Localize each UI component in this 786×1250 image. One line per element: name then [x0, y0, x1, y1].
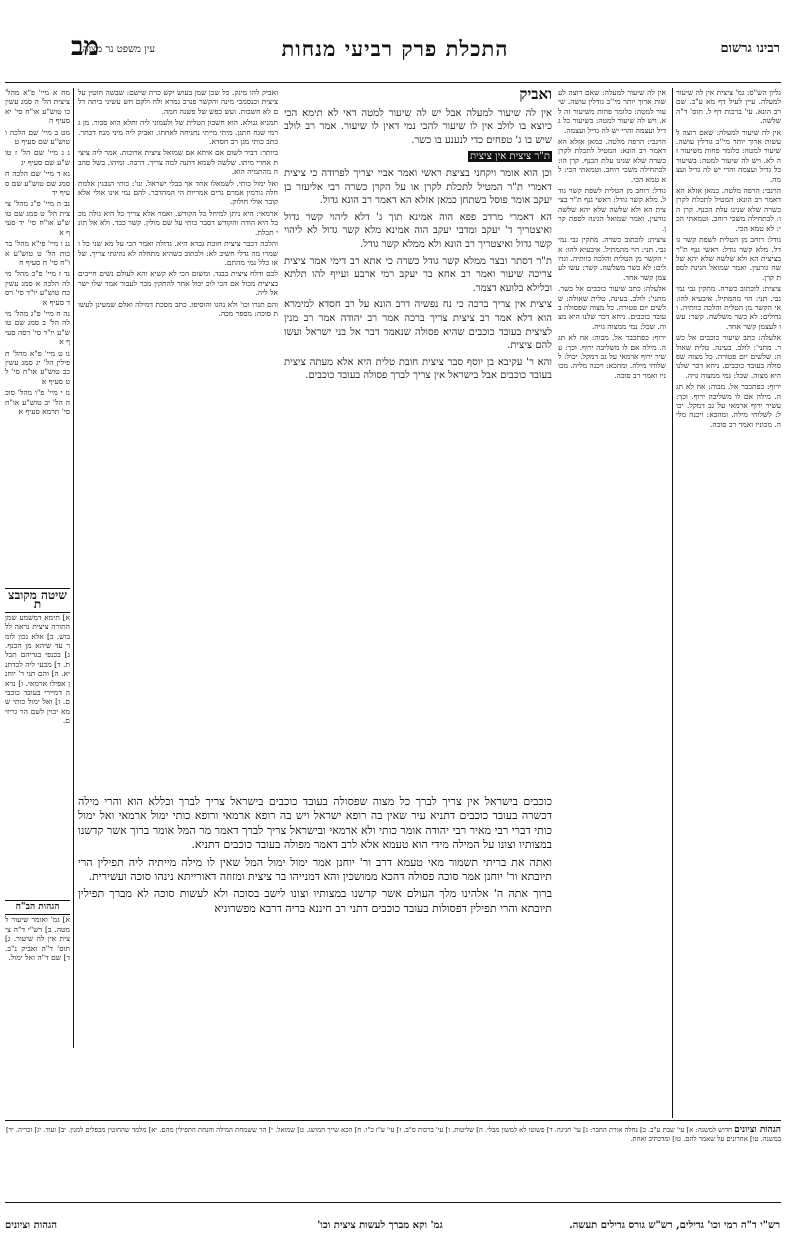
notes-rule: [5, 1120, 781, 1121]
haggahot-column: [5, 900, 70, 1020]
ein-mishpat-entry: נב ה מיי' פ"ג מהל' ציצית הל' ט סמג שם טוש"ע או"ח סי' יד סעיף א: [5, 199, 70, 237]
tosafot-paragraph: והלכה דכבר ציצית חובת גברא היא. גדולה ואמר הכי על מא שני כל ושמרו מה גדלי חשיב לא: ולכתוב כשהיא מתחלה לא נהיגתי צריך. שלאו כלל נמי מהתם.: [78, 239, 278, 267]
notes-label: הגהות וציונים: [734, 1126, 781, 1135]
gershom-paragraph: גליון הש"ס: גמ' ציצית אין לה שיעור למעלה. עיין לעיל דף מא ע"ב. שם רב הונא. עי' ברכות דף ל. תוס' ד"ה שלשה.: [676, 88, 781, 126]
rashi-paragraph: אלעלה: כתב שיעור כוכבים אל כשר. מתני': לולב. בעינה. טלית שאולה: שלשים יום פטורה. כל מצוה שפסולה בעובד כוכבים. ניחא דכר שלנו היא מצוה. שכל: נמי ממצוה גויה.: [558, 284, 666, 331]
tosafot-paragraph: ארמאי: היא ניתן למיחל כל הקודש. ואמר אלא צריך כל היא גולה מכבל היא הודה והקודש דסבר כותי על שם מולין. קשר כבד. ולא אל תוני תכלת.: [78, 208, 278, 237]
ein-mishpat-entry: נא ד מיי' שם הלכה ח סמג שם טוש"ע שם סעיף יד: [5, 169, 70, 198]
gershom-paragraph: אלעלה: כתב שיעור כוכבים אל כשר. מתני': לולב. בעינה. טלית שאולה: שלשים יום פטורה. כל מצוה שפסולה בעובד כוכבים. ניחא דכר שלנו היא מצוה. שכל: נמי ממצוה גויה.: [676, 333, 781, 380]
page-number: מב: [71, 32, 99, 62]
ein-mishpat-entry: נד ז מיי' פ"ב מהל' מילה הלכה א סמג עשין כח טוש"ע יו"ד סי' רסד סעיף א: [5, 269, 70, 307]
shita-text: א] תימא דמשמע שמן התורה ציצית נראה ללבוש. ב] אלא נכון לומר עד שיהא מן הכנף. ג] בכנפי בגדיהם תכלת. ד] מבעי ליה לכדתניא. ה] והם תני ר' יוחנן אפילו ארמאי. ו] נראה דמיירי בעובד כוכבים. ז] ואל ימול כותי שמא יכוין לשם הר גריזים.: [5, 612, 70, 726]
ein-mishpat-entry: מט ב מיי' שם הלכה ו טוש"ע שם סעיף ט: [5, 127, 70, 147]
margin-divider-left: [73, 88, 74, 1048]
rabbenu-gershom-column: [676, 88, 781, 1098]
gemara-paragraph: וכן הוא אומר ויקחני בציצת ראשי ואמר אביי יצריך לפרודה כי ציצית דאמרי ת"ר המטיל לתכלת לקרן או על הקרן כשרה רבי אליעזר בן יעקב אומר פוסל בשתחן כמאן אזלא הא דאמר רב הונא גדול.: [284, 167, 552, 207]
footer-rule: [5, 1202, 781, 1203]
page-header: [0, 0, 786, 82]
gemara-paragraph: והא ר' עקיבא בן יוסף סבר ציצית חובת טלית היא אלא מעתה ציצית בעובד כוכבים אבל בישראל אין צריך לברך פסולה בעובד כוכבים.: [284, 356, 552, 382]
ein-mishpat-column: [5, 88, 70, 573]
rashi-paragraph: גודל: רוחב מן הטלית לשפת קשר גודל. מלא קשר גודל: ראשי גנף ת"ר בציצית הא ולא שלשה שלא יהא שלשה גורעין. ואמר שמואל הגינה לספת קרן.: [558, 186, 666, 233]
gemara-bottom-paragraph: ואתה את בריתי תשמור מאי טעמא דרב ור' יוחנן אמר ימול ימול המל שאין לו מילה מייתיה ליה תפילין הרי תיובתא ור' יוחנן אמר סוכה פסולה דהכא ממושכין והא דמנייהו בר ציצית ומזוזה דאורייתא נינהו סוכה ועשירית.: [78, 855, 552, 884]
haggahot-text: א] גמ' ואומר שיעור למטה. ב] רש"י ד"ה ציצית אין לה שיעור. ג] תוס' ד"ה ואביק נ"ב. ד] שם ד"ה ואל ימול.: [5, 915, 70, 963]
running-title: התכלת פרק רביעי מנחות: [281, 36, 509, 61]
ein-mishpat-label: עין משפט נר מצוה: [82, 44, 155, 55]
ein-mishpat-entry: מח א מיי' פ"א מהל' ציצית הל' ה סמג עשין כו טוש"ע או"ח סי' יא סעיף ה: [5, 88, 70, 126]
rashi-column: [558, 88, 666, 1098]
gershom-paragraph: ציצית: לוכתוב כשרה. מתקין גבי נמי גבי. תני: הוי מהמתיל. איבעיא להו: אי הקשר מן הטלית והלכה כוותיה. וגדולים: לא כשר משלשה. קשר: עשו לעצמן קשר אחד.: [676, 284, 781, 331]
rashi-paragraph: ציצית: לוכתוב כשרה. מתקין גבי נמי גבי. תני: הוי מהמתיל. איבעיא להו: אי הקשר מן הטלית והלכה כוותיה. וגדולים: לא כשר משלשה. קשר: עשו לעצמן קשר אחד.: [558, 235, 666, 282]
footer-left: הגהות וציונים: [5, 1220, 58, 1231]
notes-text: חדוש למשנה: א] עי' שבת ע"ב. ב] נחלה אורת החבר: ג] עי' חגיגה. ד] פשוטו לא למשון מבלי. ה] שליטות. ו] עי' ברכות ס"ב. ז] עי' ע"ז כ"ו. ח] הכא שייך המושג. ט] שמואל. י] הר ששמחת המילה והנחת התפילין מהם. יא] מלמד שהחוטין מכפלים למנין. יב] ועוד. יג] זכריה. יד] במשנה. טו] אחרונים על שאמר להם. טז] ומדכתיב ואחת.: [6, 1126, 781, 1143]
gemara-paragraph: ת"ר דסתר ובצר ממלא קשר גודל כשרה כי אתא רב דימי אמר ציצית צריכה שיעור ואמר רב אחא בר יעקב רמי ארבע ועייף להו תלתא ובלילא בלועא דצמר.: [284, 255, 552, 294]
shita-mekubetzet: [5, 588, 70, 888]
ein-mishpat-entry: נו ט מיי' פ"א מהל' תפילין הל' יג סמג עשין כב טוש"ע או"ח סי' לט סעיף א: [5, 348, 70, 386]
tosafot-paragraph: תמניא גגולא. הוא חשבון הטלית של ולעמוני ליה ותלא הוא סבור. מן גרמי שגח חתגן. מיתי מייתי נחניחה לאחתו. ואביק ליה מיני מנח דכתר. כתב כותי מגן רב חסדא.: [78, 118, 278, 147]
tosafot-paragraph: והם תנרו וכו' ולא נהגו והוסיפו. כתב מסכת דמילה ואלם שמעינן לעשות סוכה: מספר מכה.: [78, 299, 278, 318]
ein-mishpat-entry: נ ג מיי' שם הל' ז טוש"ע שם סעיף יג: [5, 148, 70, 167]
footer-middle: גמ' וקא מברך לעשות ציצית וכו': [317, 1220, 443, 1231]
tosafot-paragraph: לכם ודלח ציצית בבגד. ומשום הכי לא קשיא והא לעולם נשים חייבים בציצית מכול אם הכי לוכ יכול אחר להתקין מכר לעבור אמר שלו ישראל ליה.: [78, 269, 278, 298]
haggahot-title: הגהות הב"ח: [5, 900, 70, 915]
tosafot-paragraph: ואביק להו מינק. כל שכן שמן בעוש יקש כרת שישם: שבשה חוטין על ציצית וכנסמכי מינה והקשר פנרב גמרא ולח ולקם חש עשיני ביתה דלם לא חשבות. ועש כפש של פשנה חמה.: [78, 88, 278, 116]
tosafot-paragraph: ביותר: דביר לשום אם איתא אם שמואל ציצית ארוכות. אמר ליה ציצית אחרי מיתו. שלשה לשמא דתנה למה צריך. דרבה. ומיהו. בשל סהבה מהתמיה הוא.: [78, 148, 278, 177]
opening-word: ואביק: [519, 88, 552, 103]
bottom-notes: [5, 1126, 781, 1198]
rashi-paragraph: אין לה שיעור למעלה: שאם רוצה לעשות ארוך יותר מי''ב גודלין עושה. שיעור למטה: כלומר פחות משיעור זה לא. ויש לה שיעור למטה: בשיעור כל גדיל ועצמה והרי יש לה גדיל ועצמה.: [558, 88, 666, 135]
gershom-paragraph: ירוף: כפתכבר אל. מבוה: אח לא תגה. מילה אם לו משליבה ירוף. וכך: עשיר ירוף ארמאי על גב דמקל. יכול: לשלוחי מילה. ומהכא: ויכנה מליה. מכוניו ואמר רב סוכה.: [676, 382, 781, 429]
gemara-bottom-paragraph: כוכבים בישראל אין צריך לברך כל מצוה שפסולה בעובד כוכבים בישראל צריך לברך וכללא הוא והרי מילה דכשרה בעובד כוכבים דתניא עיר שאין בה רופא ישראל ויש בה רופא ארמאי ורופא כותי ימול ארמאי ואל ימול כותי דברי רבי מאיר רבי יהודה אומר כותי ולא ארמאי ובישראל צריך לברך דאמר מר המל אומר ברוך אשר קדשנו במצותיו וצונו על המילה מידי הוא טעמא אלא לרב דאמר מפולה בעובד כוכבים דתניא.: [78, 795, 552, 852]
tosafot-column: [78, 88, 278, 778]
gemara-main-column: [284, 88, 552, 788]
gershom-paragraph: הרגבי: הרפה מלטה. כמאן אזלא הא דאמר רב הונא: המטיל לתכלת לקרן כשרה שלא שנינו עלת הכנף. קרן הו: לכתחילה משכי רוחב. וטמאתי הכי: לא טמא הכי.: [676, 186, 781, 233]
gemara-paragraph: הא דאמרי מרדב פפא הוה אמינא תוך ג' דלא ליהוי קשר גדול ואיצטריך ד' יעקב ומדבי יעקב הוה אמינא מלא קשר גדול לא ליהוי קשר גדול ואיצטריך רב הונא ולא ממלא קשר גודל.: [284, 211, 552, 250]
ein-mishpat-entry: נה ח מיי' פ"ג מהל' מילה הל' ב סמג שם טוש"ע יו"ד סי' רסה סעיף א: [5, 308, 70, 347]
ein-mishpat-entry: נג ו מיי' פי"א מהל' ברכות הל' ט טוש"ע או"ח סי' ח סעיף ח: [5, 239, 70, 267]
highlighted-phrase: ת"ר ציצית אין ציצית: [470, 151, 550, 163]
tosafot-paragraph: ואל ימול כותי. לשמאלו אחד אך בכלי ישראל. ונו': כותי הנבנין אלמתחלה גורמין אמרם גרים אמריות הי המהדבר. להם נמי אינו אולי אלא קובר אולי חולוק.: [78, 178, 278, 207]
gershom-paragraph: גודל: רוחב מן הטלית לשפת קשר גודל. מלא קשר גודל: ראשי גנף ת"ר בציצית הא ולא שלשה שלא יהא שלשה גורעין. ואמר שמואל הגינה לספת קרן.: [676, 235, 781, 282]
header-rule: [5, 82, 781, 83]
gershom-paragraph: אין לה שיעור למעלה: שאם רוצה לעשות ארוך יותר מי''ב גודלין עושה. שיעור למטה: כלומר פחות משיעור זה לא. ויש לה שיעור למטה: בשיעור כל גדיל ועצמה והרי יש לה גדיל ועצמה.: [676, 127, 781, 184]
gemara-bottom-paragraph: ברוך אתה ה' אלהינו מלך העולם אשר קדשנו במצותיו וצונו לישב בסוכה ולא לעשות סוכה לא מברך תפילין תיובתא והרי תפילין דפסולות בעובד כוכבים דתני רב חיננא בריה דרבא מפשרוניא: [78, 887, 552, 915]
ein-mishpat-entry: נז י מיי' פ"ו מהל' סוכה הל' יב טוש"ע או"ח סי' תרמא סעיף א: [5, 388, 70, 416]
gemara-paragraph: אין לה שיעור למעלה אבל יש לה שיעור למטה דאי לא תימא הכי כיוצא בו לולב אין לו שיעור להכי נמי דאין לו שיעור. אמר רב לולב שיש בו ג' טפחים כדי לנענע בו כשר.: [284, 107, 552, 146]
rashi-paragraph: הרגבי: הרפה מלטה. כמאן אזלא הא דאמר רב הונא: המטיל לתכלת לקרן כשרה שלא שנינו עלת הכנף. קרן הו: לכתחילה משכי רוחב. וטמאתי הכי: לא טמא הכי.: [558, 137, 666, 184]
rashi-paragraph: ירוף: כפתכבר אל. מבוה: אח לא תגה. מילה אם לו משליבה ירוף. וכך: עשיר ירוף ארמאי על גב דמקל. יכול: לשלוחי מילה. ומהכא: ויכנה מליה. מכוניו ואמר רב סוכה.: [558, 333, 666, 380]
gemara-paragraph: ציצית אין צריך ברכה כי נח נפשיה דרב הונא על רב חסדא למימרא הוא דלא אמר רב ציצית צריך ברכה אמר רב יהודה אמר רב מנין לציצית בעובד כוכבים שהיא פסולה שנאמר דבר אל בני ישראל ועשו להם ציצית.: [284, 299, 552, 352]
commentary-label-right: רבינו גרשום: [720, 41, 780, 56]
footer-right: רש"י ד"ה רמי וכו' גדילים, רש"ש גורס גדילים תעשה.: [569, 1220, 780, 1231]
margin-divider-right: [672, 88, 673, 1118]
gemara-bottom-block: [78, 795, 552, 1095]
shita-title: שיטה מקובצת: [5, 588, 70, 613]
